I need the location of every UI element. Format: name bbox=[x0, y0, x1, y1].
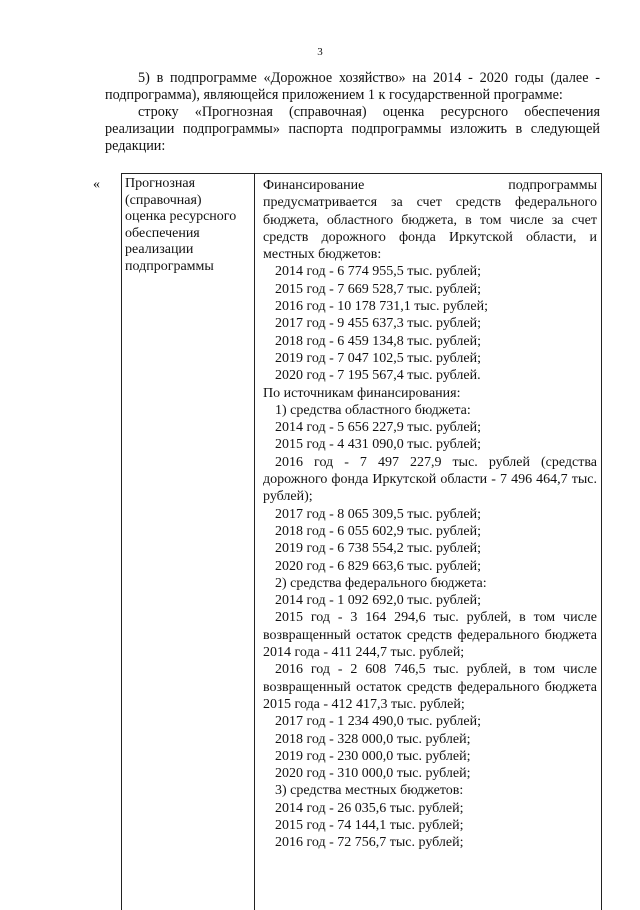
federal-2017: 2017 год - 1 234 490,0 тыс. рублей; bbox=[275, 714, 482, 730]
row-label-line: обеспечения bbox=[125, 225, 200, 241]
intro-text bbox=[105, 70, 600, 155]
financing-heading bbox=[263, 177, 597, 194]
regional-2018: 2018 год - 6 055 602,9 тыс. рублей; bbox=[275, 523, 482, 539]
row-label-cell bbox=[122, 174, 255, 910]
total-2018: 2018 год - 6 459 134,8 тыс. рублей; bbox=[275, 333, 482, 349]
regional-budget-heading: 1) средства областного бюджета: bbox=[275, 402, 471, 418]
row-label-line: подпрограммы bbox=[125, 258, 214, 274]
row-label-line: Прогнозная bbox=[125, 176, 196, 191]
financing-heading-word-1: Финансирование bbox=[263, 178, 365, 193]
federal-2020: 2020 год - 310 000,0 тыс. рублей; bbox=[275, 766, 471, 782]
page-number: 3 bbox=[317, 46, 323, 58]
financing-heading-word-2: подпрограммы bbox=[508, 178, 597, 193]
local-2016: 2016 год - 72 756,7 тыс. рублей; bbox=[275, 835, 464, 851]
federal-2014: 2014 год - 1 092 692,0 тыс. рублей; bbox=[275, 593, 482, 609]
total-2014: 2014 год - 6 774 955,5 тыс. рублей; bbox=[275, 264, 482, 280]
regional-2017: 2017 год - 8 065 309,5 тыс. рублей; bbox=[275, 506, 482, 522]
local-2015: 2015 год - 74 144,1 тыс. рублей; bbox=[275, 817, 464, 833]
row-label-line: оценка ресурсного bbox=[125, 209, 237, 225]
sources-heading: По источникам финансирования: bbox=[263, 385, 461, 401]
federal-2015: 2015 год - 3 164 294,6 тыс. рублей, в том числе возвращенный остаток средств федерального бюджета 2014 года - 411 244,7 тыс. рублей; bbox=[263, 610, 597, 661]
local-budget-heading: 3) средства местных бюджетов: bbox=[275, 783, 464, 799]
federal-2016: 2016 год - 2 608 746,5 тыс. рублей, в том числе возвращенный остаток средств федерального бюджета 2015 года - 412 417,3 тыс. рублей; bbox=[263, 662, 597, 712]
intro-paragraph-1: 5) в подпрограмме «Дорожное хозяйство» на 2014 - 2020 годы (далее - подпрограмма), являющейся приложением 1 к государственной программе: bbox=[105, 70, 600, 103]
intro-paragraph-2: строку «Прогнозная (справочная) оценка ресурсного обеспечения реализации подпрограммы» паспорта подпрограммы изложить в следующей редакции: bbox=[105, 104, 600, 154]
row-label-line: реализации bbox=[125, 242, 194, 258]
federal-budget-heading: 2) средства федерального бюджета: bbox=[275, 575, 487, 591]
total-2019: 2019 год - 7 047 102,5 тыс. рублей; bbox=[275, 350, 482, 366]
financing-description: предусматривается за счет средств федерального бюджета, областного бюджета, в том числе за счет средств дорожного фонда Иркутской области, и местных бюджетов: bbox=[263, 195, 597, 263]
passport-table bbox=[121, 173, 602, 910]
federal-2018: 2018 год - 328 000,0 тыс. рублей; bbox=[275, 731, 471, 747]
total-2015: 2015 год - 7 669 528,7 тыс. рублей; bbox=[275, 281, 482, 297]
total-2016: 2016 год - 10 178 731,1 тыс. рублей; bbox=[275, 299, 489, 315]
total-2020: 2020 год - 7 195 567,4 тыс. рублей. bbox=[275, 368, 481, 384]
total-2017: 2017 год - 9 455 637,3 тыс. рублей; bbox=[275, 316, 482, 332]
regional-2020: 2020 год - 6 829 663,6 тыс. рублей; bbox=[275, 558, 482, 574]
local-2014: 2014 год - 26 035,6 тыс. рублей; bbox=[275, 800, 464, 816]
regional-2015: 2015 год - 4 431 090,0 тыс. рублей; bbox=[275, 437, 482, 453]
federal-2019: 2019 год - 230 000,0 тыс. рублей; bbox=[275, 748, 471, 764]
regional-2016: 2016 год - 7 497 227,9 тыс. рублей (средства дорожного фонда Иркутской области - 7 496 464,7 тыс. рублей); bbox=[263, 454, 597, 505]
row-value-cell bbox=[258, 174, 602, 910]
row-label-line: (справочная) bbox=[125, 192, 202, 208]
regional-2014: 2014 год - 5 656 227,9 тыс. рублей; bbox=[275, 420, 482, 436]
regional-2019: 2019 год - 6 738 554,2 тыс. рублей; bbox=[275, 541, 482, 557]
opening-quote: « bbox=[93, 177, 100, 192]
